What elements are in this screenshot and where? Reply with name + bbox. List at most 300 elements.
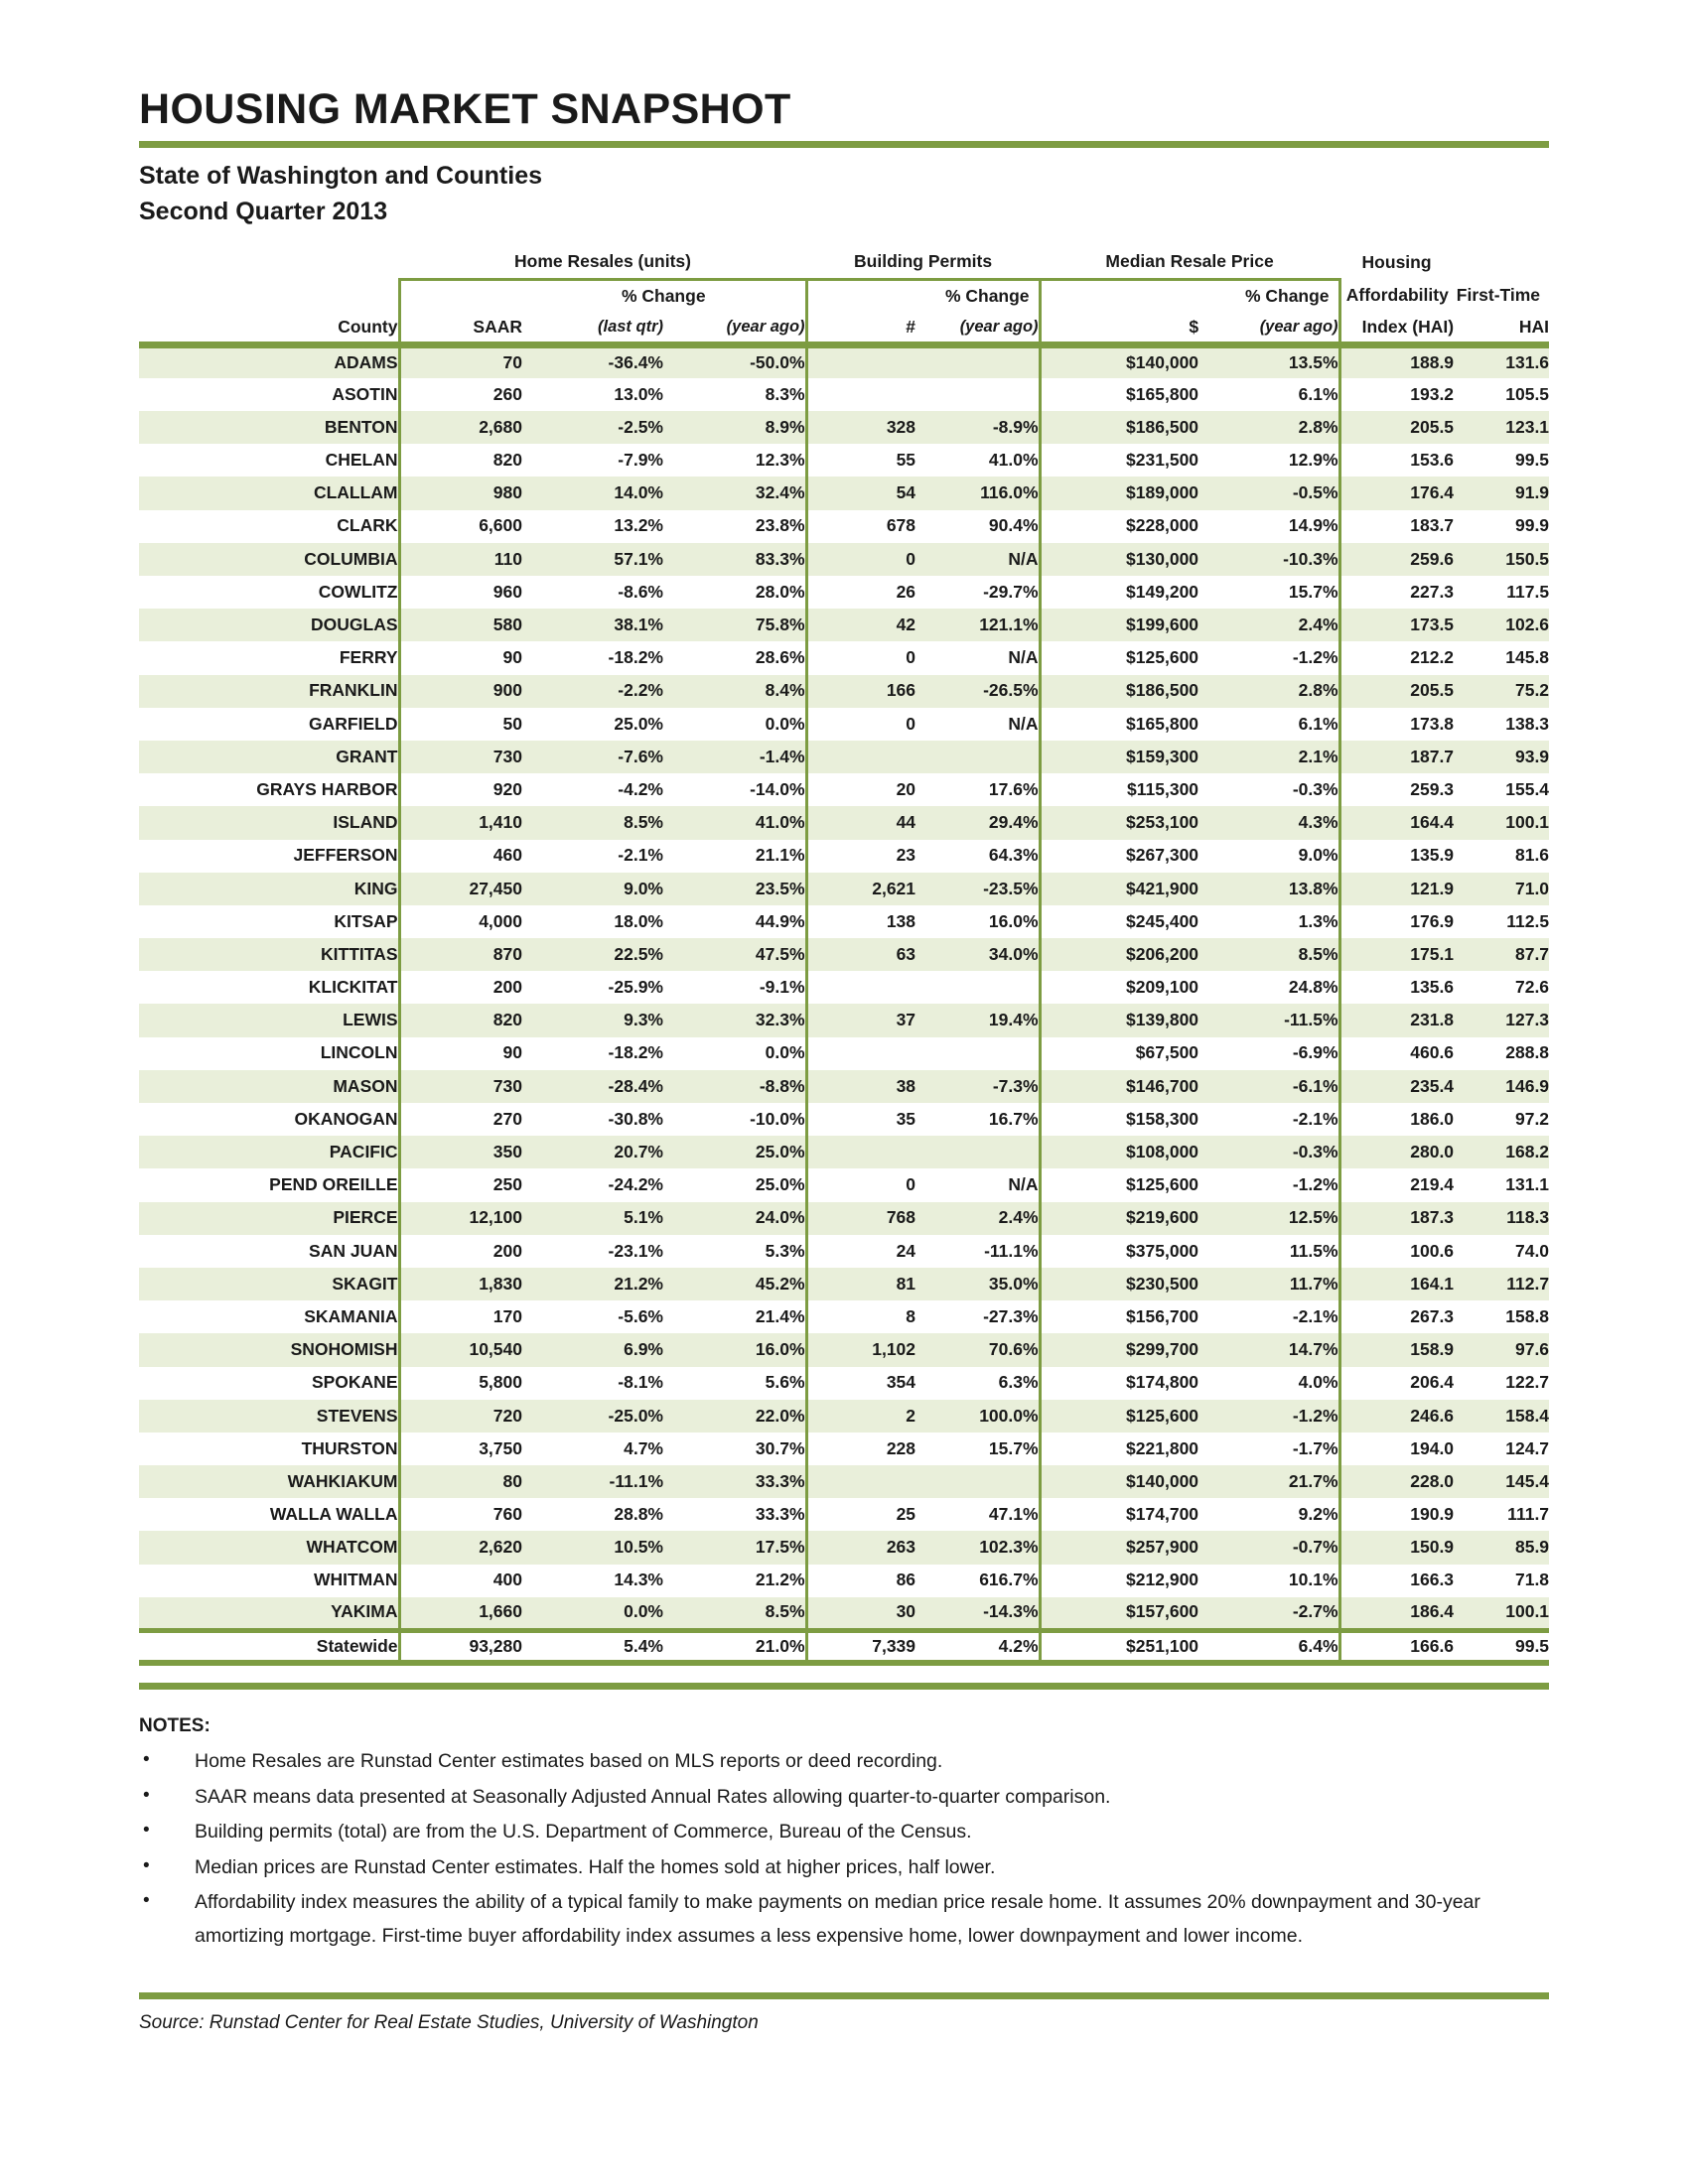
bottom-rule-cell <box>522 1663 663 1669</box>
cell-hai: 259.6 <box>1339 543 1454 576</box>
bottom-rule-cell <box>1040 1663 1198 1669</box>
cell-saar: 720 <box>399 1400 522 1433</box>
page-title: HOUSING MARKET SNAPSHOT <box>139 85 791 133</box>
note-item: • SAAR means data presented at Seasonally Adjusted Annual Rates allowing quarter-to-quarter comparison. <box>139 1781 1549 1815</box>
cell-last_qtr: -7.9% <box>618 450 663 471</box>
group-spacer <box>139 246 399 279</box>
cell-permits: 263 <box>806 1531 915 1564</box>
table-row[interactable] <box>139 1004 1549 1036</box>
cell-price_yoy: 2.1% <box>1198 741 1339 773</box>
cell-permits_yoy: 15.7% <box>988 1437 1039 1458</box>
cell-permits <box>806 741 915 773</box>
col-header-saar: SAAR <box>399 313 522 345</box>
group-building-permits: Building Permits <box>854 251 993 272</box>
cell-saar: 110 <box>399 543 522 576</box>
cell-last_qtr: 25.0% <box>614 713 663 734</box>
cell-ft_hai: 97.2 <box>1514 1108 1550 1129</box>
cell-last_qtr: 38.1% <box>522 609 663 641</box>
cell-hai: 190.9 <box>1410 1504 1455 1525</box>
note-item: • Home Resales are Runstad Center estimates based on MLS reports or deed recording. <box>139 1745 1549 1779</box>
table-row[interactable] <box>139 1300 1549 1333</box>
cell-price_yoy: 4.3% <box>1198 806 1339 839</box>
cell-permits_yoy: 90.4% <box>988 515 1039 536</box>
cell-price: $219,600 <box>1040 1202 1198 1235</box>
cell-county: ASOTIN <box>332 383 398 404</box>
cell-saar: 2,680 <box>399 411 522 444</box>
cell-hai: 186.0 <box>1410 1108 1455 1129</box>
cell-permits_yoy <box>915 741 1040 773</box>
cell-saar: 4,000 <box>399 905 522 938</box>
cell-saar: 250 <box>399 1168 522 1201</box>
cell-county: SAN JUAN <box>309 1240 398 1261</box>
cell-permits_yoy <box>915 378 1040 411</box>
subhead-first-time: First-Time <box>1456 285 1541 306</box>
cell-price: $140,000 <box>1040 345 1198 378</box>
cell-county: KING <box>139 873 399 905</box>
cell-ft_hai: 105.5 <box>1505 383 1550 404</box>
bottom-rule-cell <box>399 1663 522 1669</box>
cell-hai: 193.2 <box>1410 383 1455 404</box>
cell-resale_yoy: -50.0% <box>663 345 806 378</box>
cell-saar: 820 <box>399 1004 522 1036</box>
cell-resale_yoy: -9.1% <box>759 977 805 998</box>
cell-permits_yoy: -8.9% <box>915 411 1040 444</box>
cell-ft_hai: 100.1 <box>1454 1597 1549 1630</box>
cell-resale_yoy: 23.8% <box>755 515 805 536</box>
cell-ft_hai: 122.7 <box>1505 1372 1550 1393</box>
cell-saar: 1,410 <box>399 806 522 839</box>
cell-price: $230,500 <box>1040 1268 1198 1300</box>
cell-county: LINCOLN <box>320 1042 398 1063</box>
cell-price: $421,900 <box>1040 873 1198 905</box>
source-divider <box>139 1992 1549 1999</box>
cell-ft_hai: 81.6 <box>1514 845 1550 866</box>
cell-permits: 42 <box>806 609 915 641</box>
cell-permits_yoy: 64.3% <box>988 845 1039 866</box>
subhead-blank-permits <box>806 279 915 312</box>
cell-price_yoy: 24.8% <box>1198 971 1339 1004</box>
cell-ft_hai: 91.9 <box>1454 477 1549 509</box>
cell-permits_yoy: -29.7% <box>983 581 1039 602</box>
cell-price: $159,300 <box>1040 741 1198 773</box>
cell-last_qtr: -25.9% <box>608 977 663 998</box>
cell-price_yoy: -6.9% <box>1198 1037 1339 1070</box>
cell-hai: 188.9 <box>1339 345 1454 378</box>
cell-saar: 200 <box>399 1235 522 1268</box>
cell-ft_hai: 124.7 <box>1505 1437 1550 1458</box>
bottom-rule-cell <box>1454 1663 1549 1669</box>
cell-hai: 175.1 <box>1339 938 1454 971</box>
cell-resale_yoy: 5.6% <box>765 1372 805 1393</box>
cell-permits: 37 <box>806 1004 915 1036</box>
cell-hai: 231.8 <box>1339 1004 1454 1036</box>
group-median-resale-price: Median Resale Price <box>1105 251 1274 272</box>
cell-permits_yoy: 70.6% <box>915 1333 1040 1366</box>
cell-last_qtr: -2.2% <box>522 675 663 708</box>
cell-county: FERRY <box>339 647 398 668</box>
cell-permits: 768 <box>806 1202 915 1235</box>
cell-hai: 246.6 <box>1339 1400 1454 1433</box>
table-row[interactable] <box>139 1168 1549 1201</box>
cell-hai: 153.6 <box>1410 450 1455 471</box>
table-row[interactable] <box>139 1103 1549 1136</box>
cell-last_qtr: 9.3% <box>522 1004 663 1036</box>
cell-resale_yoy: 8.4% <box>663 675 806 708</box>
subhead-pct-change-price: % Change <box>1198 279 1339 312</box>
cell-saar: 400 <box>399 1565 522 1597</box>
cell-price: $257,900 <box>1040 1531 1198 1564</box>
cell-last_qtr: -2.5% <box>522 411 663 444</box>
cell-permits_yoy <box>915 345 1040 378</box>
table-row[interactable] <box>139 1037 1549 1070</box>
cell-last_qtr: 22.5% <box>522 938 663 971</box>
cell-last_qtr: -18.2% <box>608 647 663 668</box>
cell-saar: 270 <box>399 1103 522 1136</box>
cell-price_yoy: -2.7% <box>1198 1597 1339 1630</box>
cell-permits: 38 <box>806 1070 915 1103</box>
cell-saar: 760 <box>399 1498 522 1531</box>
cell-price: $149,200 <box>1040 576 1198 609</box>
cell-resale_yoy: -10.0% <box>750 1108 805 1129</box>
table-row[interactable] <box>139 1465 1549 1498</box>
cell-price_yoy: 6.1% <box>1198 378 1339 411</box>
cell-price_yoy: 9.0% <box>1198 840 1339 873</box>
table-row[interactable] <box>139 806 1549 839</box>
cell-permits_yoy <box>915 1136 1040 1168</box>
group-header-row <box>139 246 1549 279</box>
cell-permits_yoy: -11.1% <box>984 1240 1039 1261</box>
cell-permits_yoy: -26.5% <box>915 675 1040 708</box>
cell-price_yoy: 1.3% <box>1198 905 1339 938</box>
cell-permits: 1,102 <box>806 1333 915 1366</box>
cell-county: SKAMANIA <box>304 1305 398 1326</box>
cell-last_qtr: -36.4% <box>522 345 663 378</box>
cell-ft_hai: 123.1 <box>1454 411 1549 444</box>
cell-hai: 205.5 <box>1339 675 1454 708</box>
cell-price_yoy: -0.5% <box>1198 477 1339 509</box>
cell-saar: 920 <box>399 773 522 806</box>
table-row[interactable] <box>139 1235 1549 1268</box>
cell-price: $174,700 <box>1040 1498 1198 1531</box>
note-item: • Building permits (total) are from the U.S. Department of Commerce, Bureau of the Census. <box>139 1816 1549 1849</box>
cell-county: PEND OREILLE <box>269 1174 398 1195</box>
cell-price: $299,700 <box>1040 1333 1198 1366</box>
cell-permits: 81 <box>806 1268 915 1300</box>
cell-permits_yoy: 41.0% <box>988 450 1039 471</box>
cell-hai: 186.4 <box>1339 1597 1454 1630</box>
cell-county: GARFIELD <box>309 713 398 734</box>
cell-county: DOUGLAS <box>139 609 399 641</box>
table-row[interactable] <box>139 1433 1549 1465</box>
cell-permits <box>806 378 915 411</box>
cell-saar: 900 <box>399 675 522 708</box>
cell-permits_yoy: 100.0% <box>915 1400 1040 1433</box>
source-text: Source: Runstad Center for Real Estate Studies, University of Washington <box>139 2012 759 2034</box>
cell-ft_hai: 158.8 <box>1505 1305 1550 1326</box>
cell-resale_yoy: 47.5% <box>663 938 806 971</box>
table-row[interactable] <box>139 971 1549 1004</box>
cell-saar: 870 <box>399 938 522 971</box>
cell-county: SKAGIT <box>139 1268 399 1300</box>
cell-last_qtr: 10.5% <box>522 1531 663 1564</box>
bottom-rule-cell <box>663 1663 806 1669</box>
cell-resale_yoy: 12.3% <box>755 450 805 471</box>
table-row[interactable] <box>139 708 1549 741</box>
cell-resale_yoy: 25.0% <box>755 1174 805 1195</box>
table-row[interactable] <box>139 576 1549 609</box>
bottom-rule-cell <box>139 1663 399 1669</box>
cell-ft_hai: 150.5 <box>1454 543 1549 576</box>
cell-hai: 121.9 <box>1339 873 1454 905</box>
table-row[interactable] <box>139 741 1549 773</box>
cell-resale_yoy: 21.4% <box>755 1305 805 1326</box>
cell-hai: 173.8 <box>1410 713 1455 734</box>
cell-hai: 164.4 <box>1339 806 1454 839</box>
col-header-county: County <box>139 313 399 345</box>
table-row[interactable] <box>139 641 1549 674</box>
cell-permits_yoy: 47.1% <box>988 1504 1039 1525</box>
cell-county: YAKIMA <box>139 1597 399 1630</box>
cell-permits_yoy: 116.0% <box>915 477 1040 509</box>
cell-saar: 460 <box>399 840 522 873</box>
cell-county: FRANKLIN <box>139 675 399 708</box>
cell-last_qtr: 5.1% <box>522 1202 663 1235</box>
table-row[interactable] <box>139 1597 1549 1630</box>
cell-permits: 23 <box>806 840 915 873</box>
cell-county: GRANT <box>139 741 399 773</box>
cell-permits_yoy: 19.4% <box>915 1004 1040 1036</box>
cell-price_yoy: -0.7% <box>1198 1531 1339 1564</box>
cell-price: $125,600 <box>1040 1168 1198 1201</box>
cell-last_qtr: 20.7% <box>522 1136 663 1168</box>
cell-permits_yoy: 121.1% <box>915 609 1040 641</box>
cell-ft_hai: 118.3 <box>1454 1202 1549 1235</box>
cell-county: PIERCE <box>139 1202 399 1235</box>
cell-permits <box>806 1037 915 1070</box>
cell-price: $189,000 <box>1040 477 1198 509</box>
cell-ft_hai: 97.6 <box>1454 1333 1549 1366</box>
cell-hai: 164.1 <box>1339 1268 1454 1300</box>
cell-hai: 280.0 <box>1339 1136 1454 1168</box>
cell-ft_hai: 100.1 <box>1454 806 1549 839</box>
cell-county: KITTITAS <box>139 938 399 971</box>
table-row[interactable] <box>139 773 1549 806</box>
cell-last_qtr: -2.1% <box>618 845 663 866</box>
table-row[interactable] <box>139 840 1549 873</box>
cell-permits: 0 <box>806 543 915 576</box>
cell-price_yoy: 8.5% <box>1198 938 1339 971</box>
total-cell-county: Statewide <box>139 1630 399 1663</box>
cell-saar: 1,660 <box>399 1597 522 1630</box>
cell-saar: 1,830 <box>399 1268 522 1300</box>
table-row[interactable] <box>139 1333 1549 1366</box>
cell-ft_hai: 112.7 <box>1454 1268 1549 1300</box>
cell-permits: 30 <box>806 1597 915 1630</box>
cell-ft_hai: 102.6 <box>1454 609 1549 641</box>
cell-resale_yoy: 5.3% <box>765 1240 805 1261</box>
table-row[interactable] <box>139 1268 1549 1300</box>
cell-county: GRAYS HARBOR <box>256 778 398 799</box>
table-row[interactable] <box>139 873 1549 905</box>
col-header-last-qtr: (last qtr) <box>522 313 663 345</box>
cell-ft_hai: 72.6 <box>1514 977 1550 998</box>
cell-permits: 54 <box>806 477 915 509</box>
cell-price: $186,500 <box>1040 411 1198 444</box>
cell-resale_yoy: 21.1% <box>755 845 805 866</box>
cell-saar: 90 <box>399 641 522 674</box>
cell-permits_yoy: 34.0% <box>915 938 1040 971</box>
table-row[interactable] <box>139 675 1549 708</box>
table-body <box>139 345 1549 1670</box>
cell-hai: 212.2 <box>1410 647 1455 668</box>
cell-resale_yoy: 45.2% <box>663 1268 806 1300</box>
cell-hai: 135.9 <box>1410 845 1455 866</box>
table-row[interactable] <box>139 378 1549 411</box>
cell-permits_yoy: -14.3% <box>915 1597 1040 1630</box>
cell-permits_yoy: 616.7% <box>979 1570 1039 1590</box>
total-cell-price_yoy: 6.4% <box>1198 1630 1339 1663</box>
cell-saar: 80 <box>399 1465 522 1498</box>
subhead-row <box>139 279 1549 312</box>
cell-permits_yoy: 16.7% <box>988 1108 1039 1129</box>
table-row[interactable] <box>139 938 1549 971</box>
cell-permits: 0 <box>806 641 915 674</box>
cell-ft_hai: 127.3 <box>1454 1004 1549 1036</box>
cell-resale_yoy: 75.8% <box>663 609 806 641</box>
cell-permits: 35 <box>806 1103 915 1136</box>
subtitle-period: Second Quarter 2013 <box>139 197 388 225</box>
cell-price_yoy: 12.9% <box>1198 444 1339 477</box>
table-row[interactable] <box>139 1498 1549 1531</box>
cell-price_yoy: 11.7% <box>1198 1268 1339 1300</box>
cell-resale_yoy: 8.9% <box>663 411 806 444</box>
bottom-rule-cell <box>915 1663 1040 1669</box>
cell-price: $253,100 <box>1040 806 1198 839</box>
col-header-price: $ <box>1040 313 1198 345</box>
cell-last_qtr: 57.1% <box>522 543 663 576</box>
table-row[interactable] <box>139 477 1549 509</box>
table-row[interactable] <box>139 1070 1549 1103</box>
cell-price: $125,600 <box>1040 1400 1198 1433</box>
cell-county: WAHKIAKUM <box>139 1465 399 1498</box>
cell-last_qtr: -25.0% <box>522 1400 663 1433</box>
statewide-total-row[interactable] <box>139 1630 1549 1663</box>
cell-permits: 55 <box>806 444 915 477</box>
cell-ft_hai: 99.9 <box>1514 515 1550 536</box>
cell-resale_yoy: 24.0% <box>663 1202 806 1235</box>
cell-saar: 820 <box>399 444 522 477</box>
table-row[interactable] <box>139 609 1549 641</box>
cell-permits <box>806 1136 915 1168</box>
cell-price: $140,000 <box>1040 1465 1198 1498</box>
cell-price: $115,300 <box>1040 773 1198 806</box>
cell-permits <box>806 971 915 1004</box>
table-row[interactable] <box>139 1531 1549 1564</box>
cell-hai: 227.3 <box>1410 581 1455 602</box>
cell-ft_hai: 138.3 <box>1505 713 1550 734</box>
cell-hai: 228.0 <box>1339 1465 1454 1498</box>
cell-resale_yoy: 30.7% <box>755 1437 805 1458</box>
table-row[interactable] <box>139 510 1549 543</box>
table-row[interactable] <box>139 1136 1549 1168</box>
cell-county: THURSTON <box>301 1437 398 1458</box>
cell-saar: 980 <box>399 477 522 509</box>
note-item: • Affordability index measures the ability of a typical family to make payments on median price resale home. It assumes 20% downpayment and 30-year amortizing mortgage. First-time buyer affordability index assumes a less expensive home, lower downpayment and lower income. <box>139 1886 1549 1953</box>
cell-resale_yoy: -8.8% <box>663 1070 806 1103</box>
cell-county: WHITMAN <box>313 1570 398 1590</box>
table-row[interactable] <box>139 905 1549 938</box>
cell-saar: 6,600 <box>399 510 522 543</box>
cell-hai: 187.3 <box>1339 1202 1454 1235</box>
title-divider <box>139 141 1549 148</box>
cell-permits_yoy: N/A <box>1008 647 1039 668</box>
cell-price: $108,000 <box>1040 1136 1198 1168</box>
cell-county: SPOKANE <box>311 1372 398 1393</box>
cell-last_qtr: 6.9% <box>522 1333 663 1366</box>
cell-permits_yoy: 29.4% <box>915 806 1040 839</box>
cell-permits: 328 <box>806 411 915 444</box>
cell-hai: 150.9 <box>1339 1531 1454 1564</box>
cell-price_yoy: 6.1% <box>1198 708 1339 741</box>
table-row[interactable] <box>139 444 1549 477</box>
cell-permits: 678 <box>806 510 915 543</box>
cell-last_qtr: 14.0% <box>522 477 663 509</box>
cell-ft_hai: 131.1 <box>1505 1174 1550 1195</box>
cell-resale_yoy: -14.0% <box>750 778 805 799</box>
table-row[interactable] <box>139 1367 1549 1400</box>
table-row[interactable] <box>139 411 1549 444</box>
cell-permits: 20 <box>806 773 915 806</box>
cell-ft_hai: 71.8 <box>1514 1570 1550 1590</box>
table-row[interactable] <box>139 345 1549 378</box>
cell-county: PACIFIC <box>139 1136 399 1168</box>
cell-county: KITSAP <box>334 910 398 931</box>
cell-ft_hai: 87.7 <box>1454 938 1549 971</box>
cell-resale_yoy: 32.3% <box>663 1004 806 1036</box>
cell-last_qtr: 4.7% <box>624 1437 663 1458</box>
cell-price: $157,600 <box>1040 1597 1198 1630</box>
table-row[interactable] <box>139 1400 1549 1433</box>
cell-permits_yoy <box>915 1037 1040 1070</box>
cell-resale_yoy: 0.0% <box>765 1042 805 1063</box>
cell-saar: 12,100 <box>399 1202 522 1235</box>
table-row[interactable] <box>139 543 1549 576</box>
cell-permits: 24 <box>806 1235 915 1268</box>
bottom-rule-cell <box>806 1663 915 1669</box>
table-row[interactable] <box>139 1202 1549 1235</box>
cell-ft_hai: 158.4 <box>1454 1400 1549 1433</box>
cell-county: ISLAND <box>139 806 399 839</box>
cell-permits: 0 <box>806 708 915 741</box>
cell-price: $267,300 <box>1040 840 1198 873</box>
cell-hai: 460.6 <box>1410 1042 1455 1063</box>
cell-ft_hai: 131.6 <box>1454 345 1549 378</box>
cell-hai: 158.9 <box>1339 1333 1454 1366</box>
cell-price: $125,600 <box>1040 641 1198 674</box>
cell-permits <box>806 1465 915 1498</box>
cell-price: $206,200 <box>1040 938 1198 971</box>
table-row[interactable] <box>139 1565 1549 1597</box>
cell-price: $212,900 <box>1040 1565 1198 1597</box>
cell-resale_yoy: 22.0% <box>663 1400 806 1433</box>
cell-price_yoy: 4.0% <box>1198 1367 1339 1400</box>
cell-county: CLALLAM <box>139 477 399 509</box>
cell-resale_yoy: 0.0% <box>765 713 805 734</box>
subhead-pct-change-permits: % Change <box>915 279 1040 312</box>
bottom-rule-cell <box>1339 1663 1454 1669</box>
cell-permits: 63 <box>806 938 915 971</box>
subhead-blank-saar <box>399 279 522 312</box>
